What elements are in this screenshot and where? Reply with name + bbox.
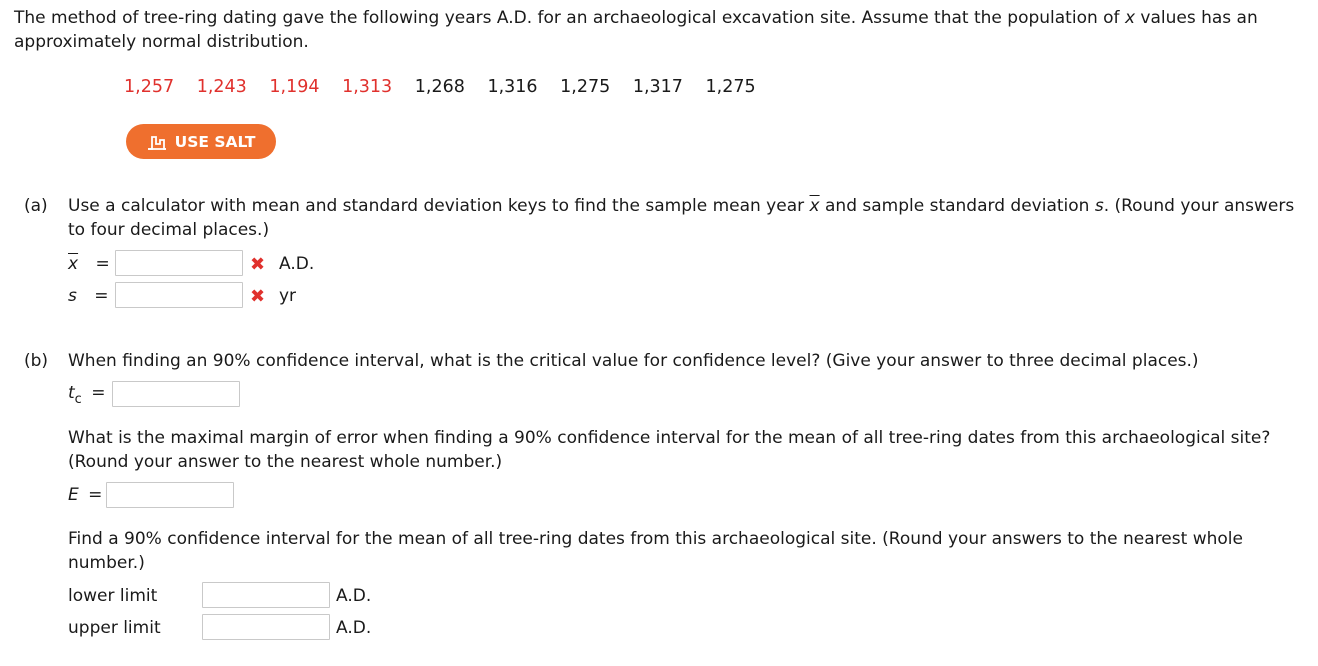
year-value: 1,313 bbox=[342, 77, 393, 97]
e-equals: = bbox=[88, 485, 103, 505]
part-a-text-1: Use a calculator with mean and standard deviation keys to find the sample mean year bbox=[68, 196, 810, 216]
tc-input[interactable] bbox=[112, 381, 240, 407]
xbar-input[interactable] bbox=[115, 250, 243, 276]
year-value: 1,317 bbox=[632, 77, 683, 97]
e-label-row bbox=[68, 483, 102, 507]
year-value: 1,275 bbox=[560, 77, 611, 97]
incorrect-x-icon: ✖ bbox=[250, 286, 266, 307]
part-a-text-3: . (Round your answers to four decimal places.) bbox=[68, 196, 1295, 240]
part-b-question-1: When finding an 90% confidence interval, what is the critical value for confidence level? (Give your answer to three decimal places.) bbox=[68, 351, 1199, 371]
part-b-label: (b) bbox=[24, 351, 49, 371]
part-a-text-2: and sample standard deviation bbox=[819, 196, 1095, 216]
lower-limit-unit: A.D. bbox=[336, 586, 372, 606]
part-a-label: (a) bbox=[24, 196, 48, 216]
salt-chart-icon bbox=[147, 134, 167, 150]
part-a-s-symbol: s bbox=[1094, 196, 1104, 216]
lower-limit-input[interactable] bbox=[202, 582, 330, 608]
xbar-unit: A.D. bbox=[279, 254, 315, 274]
upper-limit-unit: A.D. bbox=[336, 618, 372, 638]
tc-equals: = bbox=[91, 383, 106, 403]
xbar-label: $\overline{x}$ bbox=[68, 254, 79, 274]
year-value: 1,275 bbox=[705, 77, 756, 97]
s-equals: = bbox=[94, 286, 109, 306]
part-a-xbar-symbol: $\overline{x}$ bbox=[809, 196, 820, 216]
part-b-question-2: What is the maximal margin of error when finding a 90% confidence interval for the mean of all tree-ring dates from this archaeological site? (Round your answer to the nearest whole number.) bbox=[68, 428, 1271, 472]
use-salt-label: USE SALT bbox=[174, 132, 256, 151]
s-unit: yr bbox=[279, 286, 297, 306]
problem-intro bbox=[14, 6, 1310, 54]
part-a-question bbox=[68, 194, 1303, 242]
year-value: 1,257 bbox=[124, 77, 175, 97]
tc-label-row bbox=[68, 381, 105, 407]
tc-label: t bbox=[68, 383, 75, 403]
years-list bbox=[124, 75, 773, 99]
xbar-equals: = bbox=[95, 254, 110, 274]
year-value: 1,194 bbox=[269, 77, 320, 97]
intro-x-symbol: x bbox=[1124, 8, 1135, 28]
year-value: 1,268 bbox=[414, 77, 465, 97]
part-b-question-3: Find a 90% confidence interval for the mean of all tree-ring dates from this archaeological site. (Round your answers to the nearest whole number.) bbox=[68, 529, 1243, 573]
upper-limit-label: upper limit bbox=[68, 618, 161, 638]
intro-text-end: values has an approximately normal distribution. bbox=[14, 8, 1258, 52]
use-salt-button[interactable] bbox=[126, 124, 276, 159]
year-value: 1,316 bbox=[487, 77, 538, 97]
s-label-row bbox=[68, 284, 109, 308]
upper-limit-input[interactable] bbox=[202, 614, 330, 640]
xbar-label-row bbox=[68, 252, 110, 276]
incorrect-x-icon: ✖ bbox=[250, 254, 266, 275]
tc-subscript: c bbox=[74, 392, 82, 407]
e-label: E bbox=[68, 485, 79, 505]
e-input[interactable] bbox=[106, 482, 234, 508]
intro-text-start: The method of tree-ring dating gave the following years A.D. for an archaeological excavation site. Assume that the population of bbox=[14, 8, 1125, 28]
s-label: s bbox=[68, 286, 77, 306]
s-input[interactable] bbox=[115, 282, 243, 308]
lower-limit-label: lower limit bbox=[68, 586, 158, 606]
year-value: 1,243 bbox=[196, 77, 247, 97]
